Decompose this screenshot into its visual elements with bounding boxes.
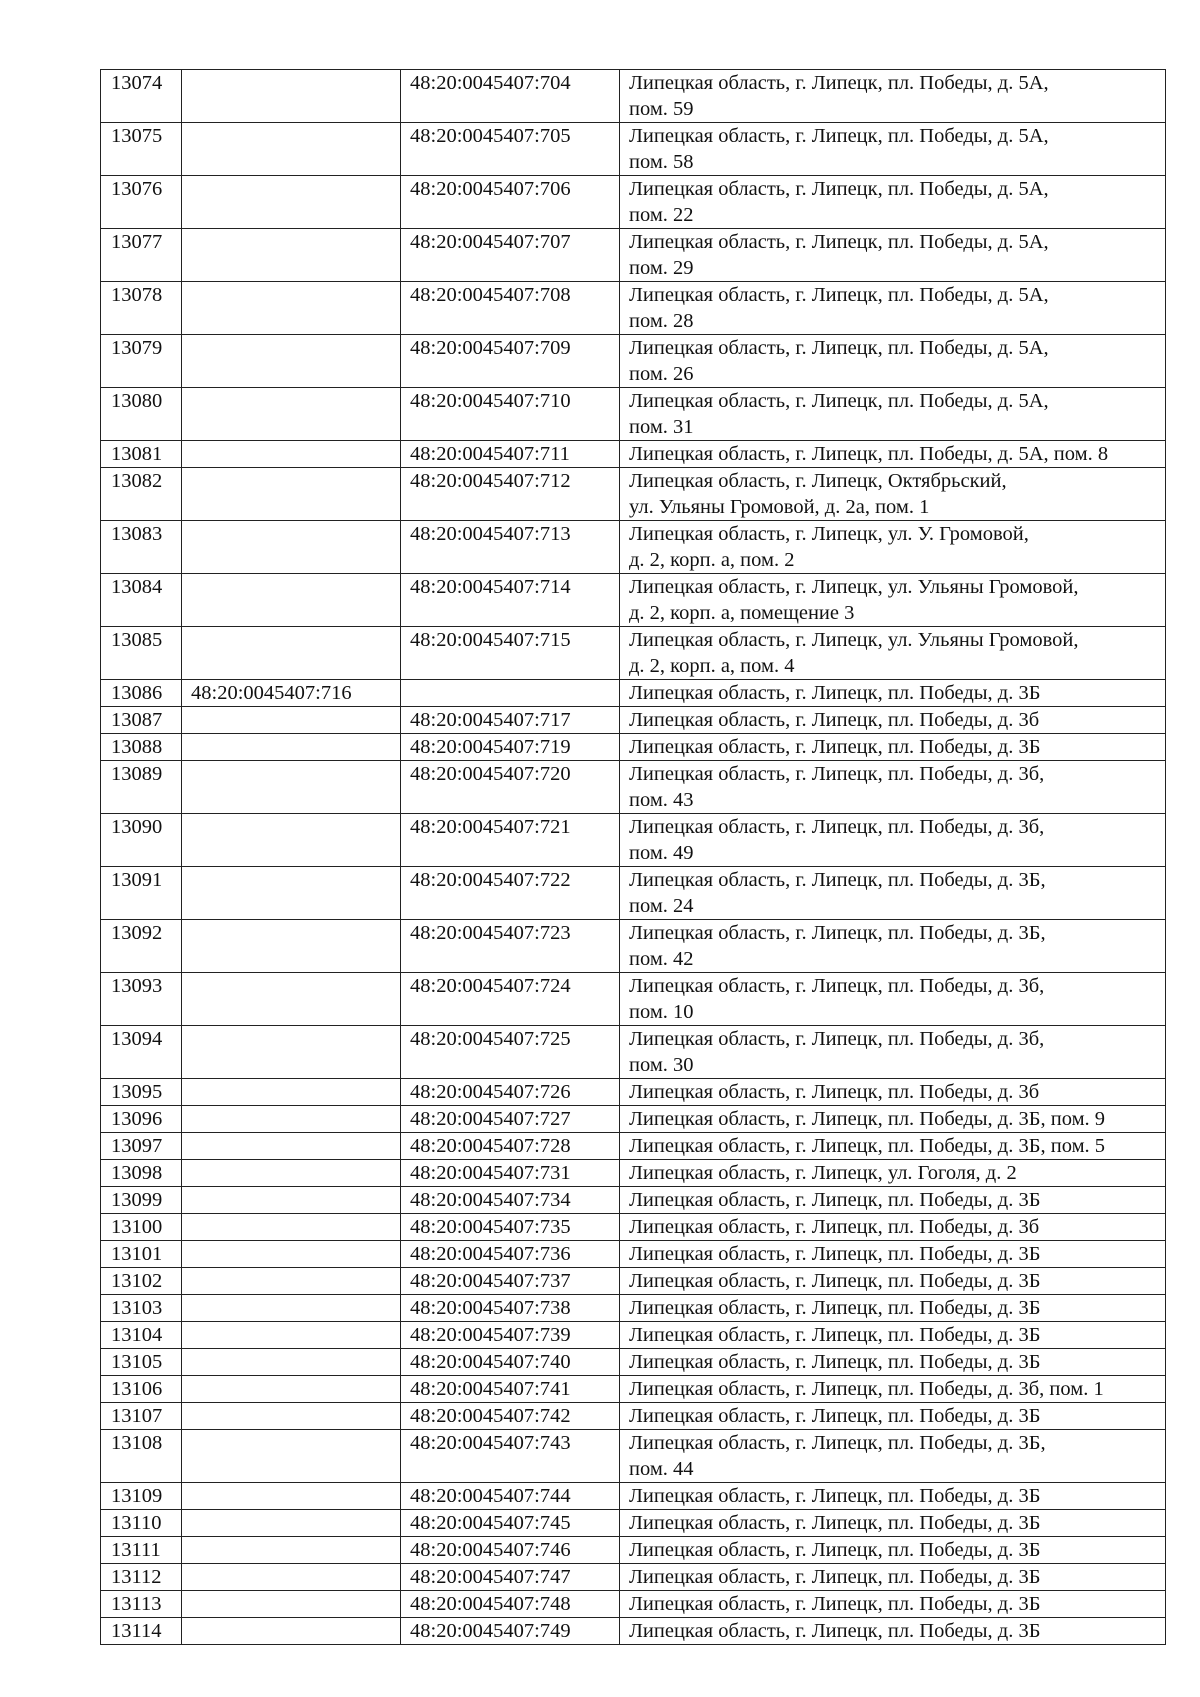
cadastral-number-cell: 48:20:0045407:715 [401,627,620,680]
cadastral-number-cell: 48:20:0045407:720 [401,761,620,814]
address-cell: Липецкая область, г. Липецк, пл. Победы, д. 3Б [620,1403,1166,1430]
parent-cadastral-number-cell [182,1510,401,1537]
address-cell: Липецкая область, г. Липецк, пл. Победы, д. 3б [620,1079,1166,1106]
parent-cadastral-number-cell [182,1079,401,1106]
address-cell: Липецкая область, г. Липецк, пл. Победы, д. 3Б [620,1483,1166,1510]
parent-cadastral-number-cell [182,761,401,814]
row-number-cell: 13080 [101,388,182,441]
cadastral-number-cell: 48:20:0045407:744 [401,1483,620,1510]
row-number-cell: 13111 [101,1537,182,1564]
address-cell: Липецкая область, г. Липецк, пл. Победы, д. 3Б [620,1187,1166,1214]
table-row [101,1079,1166,1106]
table-row [101,282,1166,335]
row-number-cell: 13093 [101,973,182,1026]
parent-cadastral-number-cell [182,1295,401,1322]
address-cell: Липецкая область, г. Липецк, пл. Победы, д. 3Б [620,1564,1166,1591]
table-row [101,1133,1166,1160]
cadastral-number-cell: 48:20:0045407:743 [401,1430,620,1483]
parent-cadastral-number-cell [182,1160,401,1187]
address-cell: Липецкая область, г. Липецк, пл. Победы, д. 3Б, пом. 44 [620,1430,1166,1483]
address-cell: Липецкая область, г. Липецк, пл. Победы, д. 5А, пом. 26 [620,335,1166,388]
cadastral-number-cell: 48:20:0045407:706 [401,176,620,229]
parent-cadastral-number-cell [182,1618,401,1645]
cadastral-number-cell: 48:20:0045407:737 [401,1268,620,1295]
parent-cadastral-number-cell [182,574,401,627]
row-number-cell: 13083 [101,521,182,574]
row-number-cell: 13109 [101,1483,182,1510]
cadastral-number-cell: 48:20:0045407:738 [401,1295,620,1322]
parent-cadastral-number-cell [182,920,401,973]
parent-cadastral-number-cell: 48:20:0045407:716 [182,680,401,707]
row-number-cell: 13082 [101,468,182,521]
table-row [101,70,1166,123]
parent-cadastral-number-cell [182,335,401,388]
row-number-cell: 13098 [101,1160,182,1187]
row-number-cell: 13088 [101,734,182,761]
table-row [101,123,1166,176]
row-number-cell: 13112 [101,1564,182,1591]
address-cell: Липецкая область, г. Липецк, пл. Победы, д. 5А, пом. 8 [620,441,1166,468]
table-row [101,388,1166,441]
cadastral-number-cell: 48:20:0045407:736 [401,1241,620,1268]
address-cell: Липецкая область, г. Липецк, пл. Победы, д. 3Б [620,1510,1166,1537]
cadastral-number-cell: 48:20:0045407:727 [401,1106,620,1133]
address-cell: Липецкая область, г. Липецк, пл. Победы, д. 3Б [620,1618,1166,1645]
table-row [101,1106,1166,1133]
table-row [101,1026,1166,1079]
row-number-cell: 13074 [101,70,182,123]
row-number-cell: 13078 [101,282,182,335]
registry-table [100,69,1166,1645]
table-row [101,867,1166,920]
parent-cadastral-number-cell [182,1133,401,1160]
address-cell: Липецкая область, г. Липецк, пл. Победы, д. 3Б [620,680,1166,707]
cadastral-number-cell: 48:20:0045407:745 [401,1510,620,1537]
parent-cadastral-number-cell [182,1403,401,1430]
table-row [101,707,1166,734]
address-cell: Липецкая область, г. Липецк, пл. Победы, д. 3б [620,707,1166,734]
parent-cadastral-number-cell [182,1376,401,1403]
table-row [101,973,1166,1026]
cadastral-number-cell: 48:20:0045407:734 [401,1187,620,1214]
parent-cadastral-number-cell [182,468,401,521]
parent-cadastral-number-cell [182,70,401,123]
address-cell: Липецкая область, г. Липецк, пл. Победы, д. 3б, пом. 1 [620,1376,1166,1403]
address-cell: Липецкая область, г. Липецк, пл. Победы, д. 3Б [620,1322,1166,1349]
cadastral-number-cell: 48:20:0045407:731 [401,1160,620,1187]
row-number-cell: 13090 [101,814,182,867]
parent-cadastral-number-cell [182,1187,401,1214]
table-row [101,1403,1166,1430]
cadastral-number-cell: 48:20:0045407:741 [401,1376,620,1403]
row-number-cell: 13096 [101,1106,182,1133]
parent-cadastral-number-cell [182,1241,401,1268]
table-row [101,176,1166,229]
parent-cadastral-number-cell [182,707,401,734]
address-cell: Липецкая область, г. Липецк, пл. Победы, д. 3б, пом. 30 [620,1026,1166,1079]
cadastral-number-cell: 48:20:0045407:724 [401,973,620,1026]
cadastral-number-cell: 48:20:0045407:722 [401,867,620,920]
cadastral-number-cell: 48:20:0045407:726 [401,1079,620,1106]
registry-table-body [101,70,1166,1645]
parent-cadastral-number-cell [182,388,401,441]
table-row [101,627,1166,680]
cadastral-number-cell: 48:20:0045407:709 [401,335,620,388]
row-number-cell: 13107 [101,1403,182,1430]
address-cell: Липецкая область, г. Липецк, пл. Победы, д. 5А, пом. 58 [620,123,1166,176]
address-cell: Липецкая область, г. Липецк, пл. Победы, д. 3б, пом. 10 [620,973,1166,1026]
row-number-cell: 13104 [101,1322,182,1349]
row-number-cell: 13105 [101,1349,182,1376]
parent-cadastral-number-cell [182,973,401,1026]
address-cell: Липецкая область, г. Липецк, ул. Ульяны Громовой, д. 2, корп. а, помещение 3 [620,574,1166,627]
table-row [101,1268,1166,1295]
parent-cadastral-number-cell [182,1026,401,1079]
row-number-cell: 13102 [101,1268,182,1295]
address-cell: Липецкая область, г. Липецк, пл. Победы, д. 3Б [620,1537,1166,1564]
row-number-cell: 13089 [101,761,182,814]
cadastral-number-cell: 48:20:0045407:725 [401,1026,620,1079]
cadastral-number-cell: 48:20:0045407:739 [401,1322,620,1349]
cadastral-number-cell: 48:20:0045407:711 [401,441,620,468]
table-row [101,1322,1166,1349]
row-number-cell: 13077 [101,229,182,282]
row-number-cell: 13081 [101,441,182,468]
cadastral-number-cell: 48:20:0045407:723 [401,920,620,973]
parent-cadastral-number-cell [182,1483,401,1510]
table-row [101,1430,1166,1483]
cadastral-number-cell: 48:20:0045407:742 [401,1403,620,1430]
table-row [101,1160,1166,1187]
table-row [101,814,1166,867]
table-row [101,920,1166,973]
address-cell: Липецкая область, г. Липецк, ул. У. Громовой, д. 2, корп. а, пом. 2 [620,521,1166,574]
row-number-cell: 13097 [101,1133,182,1160]
address-cell: Липецкая область, г. Липецк, пл. Победы, д. 3б, пом. 43 [620,761,1166,814]
table-row [101,521,1166,574]
cadastral-number-cell: 48:20:0045407:748 [401,1591,620,1618]
table-row [101,229,1166,282]
address-cell: Липецкая область, г. Липецк, пл. Победы, д. 5А, пом. 31 [620,388,1166,441]
parent-cadastral-number-cell [182,176,401,229]
table-row [101,1187,1166,1214]
table-row [101,468,1166,521]
table-row [101,734,1166,761]
address-cell: Липецкая область, г. Липецк, пл. Победы, д. 5А, пом. 59 [620,70,1166,123]
row-number-cell: 13085 [101,627,182,680]
cadastral-number-cell: 48:20:0045407:749 [401,1618,620,1645]
parent-cadastral-number-cell [182,282,401,335]
address-cell: Липецкая область, г. Липецк, пл. Победы, д. 3Б, пом. 24 [620,867,1166,920]
table-row [101,1214,1166,1241]
table-row [101,1349,1166,1376]
row-number-cell: 13084 [101,574,182,627]
table-row [101,1591,1166,1618]
cadastral-number-cell: 48:20:0045407:717 [401,707,620,734]
parent-cadastral-number-cell [182,734,401,761]
row-number-cell: 13087 [101,707,182,734]
row-number-cell: 13103 [101,1295,182,1322]
cadastral-number-cell: 48:20:0045407:713 [401,521,620,574]
cadastral-number-cell: 48:20:0045407:708 [401,282,620,335]
row-number-cell: 13094 [101,1026,182,1079]
parent-cadastral-number-cell [182,229,401,282]
address-cell: Липецкая область, г. Липецк, пл. Победы, д. 5А, пом. 28 [620,282,1166,335]
cadastral-number-cell: 48:20:0045407:714 [401,574,620,627]
parent-cadastral-number-cell [182,867,401,920]
row-number-cell: 13100 [101,1214,182,1241]
table-row [101,335,1166,388]
row-number-cell: 13095 [101,1079,182,1106]
table-row [101,1510,1166,1537]
address-cell: Липецкая область, г. Липецк, пл. Победы, д. 3Б, пом. 42 [620,920,1166,973]
row-number-cell: 13110 [101,1510,182,1537]
table-row [101,761,1166,814]
table-row [101,1537,1166,1564]
address-cell: Липецкая область, г. Липецк, пл. Победы, д. 5А, пом. 22 [620,176,1166,229]
cadastral-number-cell: 48:20:0045407:746 [401,1537,620,1564]
parent-cadastral-number-cell [182,1214,401,1241]
row-number-cell: 13108 [101,1430,182,1483]
cadastral-number-cell: 48:20:0045407:710 [401,388,620,441]
address-cell: Липецкая область, г. Липецк, пл. Победы, д. 5А, пом. 29 [620,229,1166,282]
parent-cadastral-number-cell [182,123,401,176]
address-cell: Липецкая область, г. Липецк, пл. Победы, д. 3б [620,1214,1166,1241]
address-cell: Липецкая область, г. Липецк, пл. Победы, д. 3Б, пом. 9 [620,1106,1166,1133]
cadastral-number-cell: 48:20:0045407:705 [401,123,620,176]
address-cell: Липецкая область, г. Липецк, пл. Победы, д. 3Б, пом. 5 [620,1133,1166,1160]
cadastral-number-cell: 48:20:0045407:747 [401,1564,620,1591]
row-number-cell: 13099 [101,1187,182,1214]
document-page [100,69,1165,1645]
row-number-cell: 13113 [101,1591,182,1618]
table-row [101,1483,1166,1510]
address-cell: Липецкая область, г. Липецк, пл. Победы, д. 3Б [620,1268,1166,1295]
cadastral-number-cell: 48:20:0045407:728 [401,1133,620,1160]
parent-cadastral-number-cell [182,1537,401,1564]
cadastral-number-cell: 48:20:0045407:712 [401,468,620,521]
parent-cadastral-number-cell [182,1564,401,1591]
parent-cadastral-number-cell [182,814,401,867]
parent-cadastral-number-cell [182,1106,401,1133]
cadastral-number-cell: 48:20:0045407:707 [401,229,620,282]
table-row [101,680,1166,707]
cadastral-number-cell [401,680,620,707]
row-number-cell: 13091 [101,867,182,920]
row-number-cell: 13075 [101,123,182,176]
address-cell: Липецкая область, г. Липецк, пл. Победы, д. 3б, пом. 49 [620,814,1166,867]
cadastral-number-cell: 48:20:0045407:740 [401,1349,620,1376]
row-number-cell: 13101 [101,1241,182,1268]
address-cell: Липецкая область, г. Липецк, пл. Победы, д. 3Б [620,734,1166,761]
address-cell: Липецкая область, г. Липецк, пл. Победы, д. 3Б [620,1591,1166,1618]
parent-cadastral-number-cell [182,521,401,574]
address-cell: Липецкая область, г. Липецк, пл. Победы, д. 3Б [620,1349,1166,1376]
table-row [101,1376,1166,1403]
parent-cadastral-number-cell [182,1349,401,1376]
table-row [101,574,1166,627]
parent-cadastral-number-cell [182,441,401,468]
address-cell: Липецкая область, г. Липецк, пл. Победы, д. 3Б [620,1241,1166,1268]
row-number-cell: 13106 [101,1376,182,1403]
address-cell: Липецкая область, г. Липецк, ул. Гоголя, д. 2 [620,1160,1166,1187]
row-number-cell: 13114 [101,1618,182,1645]
row-number-cell: 13086 [101,680,182,707]
address-cell: Липецкая область, г. Липецк, пл. Победы, д. 3Б [620,1295,1166,1322]
cadastral-number-cell: 48:20:0045407:721 [401,814,620,867]
table-row [101,1564,1166,1591]
table-row [101,441,1166,468]
table-row [101,1618,1166,1645]
parent-cadastral-number-cell [182,1591,401,1618]
row-number-cell: 13092 [101,920,182,973]
address-cell: Липецкая область, г. Липецк, Октябрьский, ул. Ульяны Громовой, д. 2а, пом. 1 [620,468,1166,521]
parent-cadastral-number-cell [182,627,401,680]
parent-cadastral-number-cell [182,1268,401,1295]
cadastral-number-cell: 48:20:0045407:719 [401,734,620,761]
address-cell: Липецкая область, г. Липецк, ул. Ульяны Громовой, д. 2, корп. а, пом. 4 [620,627,1166,680]
table-row [101,1241,1166,1268]
parent-cadastral-number-cell [182,1322,401,1349]
row-number-cell: 13079 [101,335,182,388]
cadastral-number-cell: 48:20:0045407:735 [401,1214,620,1241]
cadastral-number-cell: 48:20:0045407:704 [401,70,620,123]
parent-cadastral-number-cell [182,1430,401,1483]
row-number-cell: 13076 [101,176,182,229]
table-row [101,1295,1166,1322]
